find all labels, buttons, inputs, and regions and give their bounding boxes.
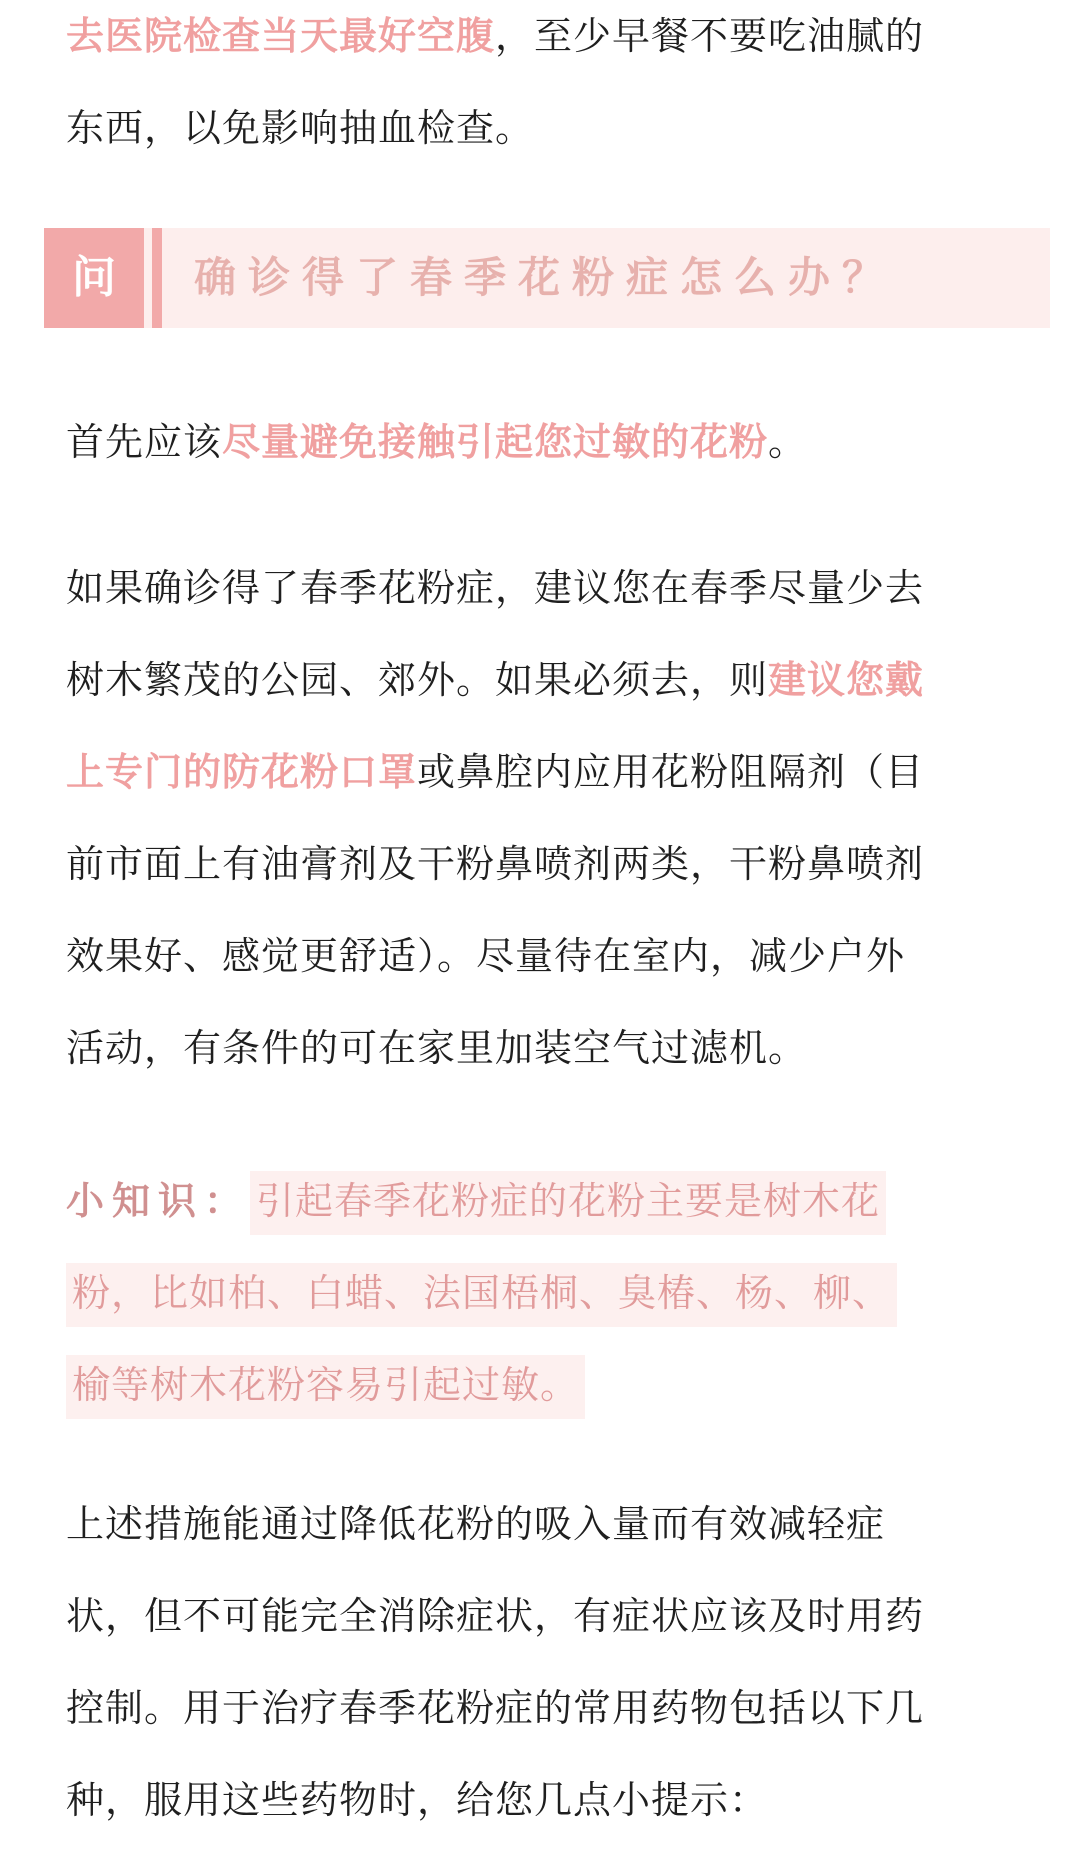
tip-text-2: 粉，比如柏、白蜡、法国梧桐、臭椿、杨、柳、 bbox=[66, 1263, 897, 1327]
question-badge: 问 bbox=[44, 228, 144, 328]
p2-line4: 前市面上有油膏剂及干粉鼻喷剂两类，干粉鼻喷剂 bbox=[66, 842, 925, 886]
p3-line1: 上述措施能通过降低花粉的吸入量而有效减轻症 bbox=[66, 1502, 886, 1546]
p2-line5: 效果好、感觉更舒适）。尽量待在室内，减少户外 bbox=[66, 934, 906, 978]
p1-highlight: 尽量避免接触引起您过敏的花粉 bbox=[222, 420, 769, 464]
intro-text: ，至少早餐不要吃油腻的 bbox=[495, 14, 925, 58]
p2-line2-highlight: 建议您戴 bbox=[768, 658, 925, 702]
p2-line3-highlight: 上专门的防花粉口罩 bbox=[66, 750, 418, 794]
intro-paragraph bbox=[66, 0, 1026, 174]
p2-line6: 活动，有条件的可在家里加装空气过滤机。 bbox=[66, 1026, 808, 1070]
question-title: 确诊得了春季花粉症怎么办？ bbox=[194, 253, 897, 302]
p2-line1: 如果确诊得了春季花粉症，建议您在春季尽量少去 bbox=[66, 566, 925, 610]
question-divider bbox=[152, 228, 162, 328]
paragraph-avoid-pollen bbox=[66, 396, 1026, 488]
tip-text-3: 榆等树木花粉容易引起过敏。 bbox=[66, 1355, 585, 1419]
p2-line3: 或鼻腔内应用花粉阻隔剂（目 bbox=[417, 750, 925, 794]
tip-block bbox=[66, 1155, 1026, 1431]
p3-line4: 种，服用这些药物时，给您几点小提示： bbox=[66, 1778, 769, 1822]
intro-highlight: 去医院检查当天最好空腹 bbox=[66, 14, 496, 58]
tip-line-2 bbox=[66, 1247, 1026, 1339]
p3-line3: 控制。用于治疗春季花粉症的常用药物包括以下几 bbox=[66, 1686, 925, 1730]
p3-line2: 状，但不可能完全消除症状，有症状应该及时用药 bbox=[66, 1594, 925, 1638]
paragraph-medication bbox=[66, 1478, 1026, 1846]
tip-label: 小知识： bbox=[66, 1179, 251, 1223]
question-banner bbox=[44, 228, 1050, 328]
p2-line2: 树木繁茂的公园、郊外。如果必须去，则 bbox=[66, 658, 769, 702]
intro-text-line2: 东西，以免影响抽血检查。 bbox=[66, 106, 535, 150]
tip-line-1 bbox=[66, 1155, 1026, 1247]
tip-line-3 bbox=[66, 1339, 1026, 1431]
p1-prefix: 首先应该 bbox=[66, 420, 223, 464]
paragraph-advice bbox=[66, 542, 1026, 1094]
p1-suffix: 。 bbox=[768, 420, 808, 464]
tip-text-1: 引起春季花粉症的花粉主要是树木花 bbox=[250, 1171, 886, 1235]
